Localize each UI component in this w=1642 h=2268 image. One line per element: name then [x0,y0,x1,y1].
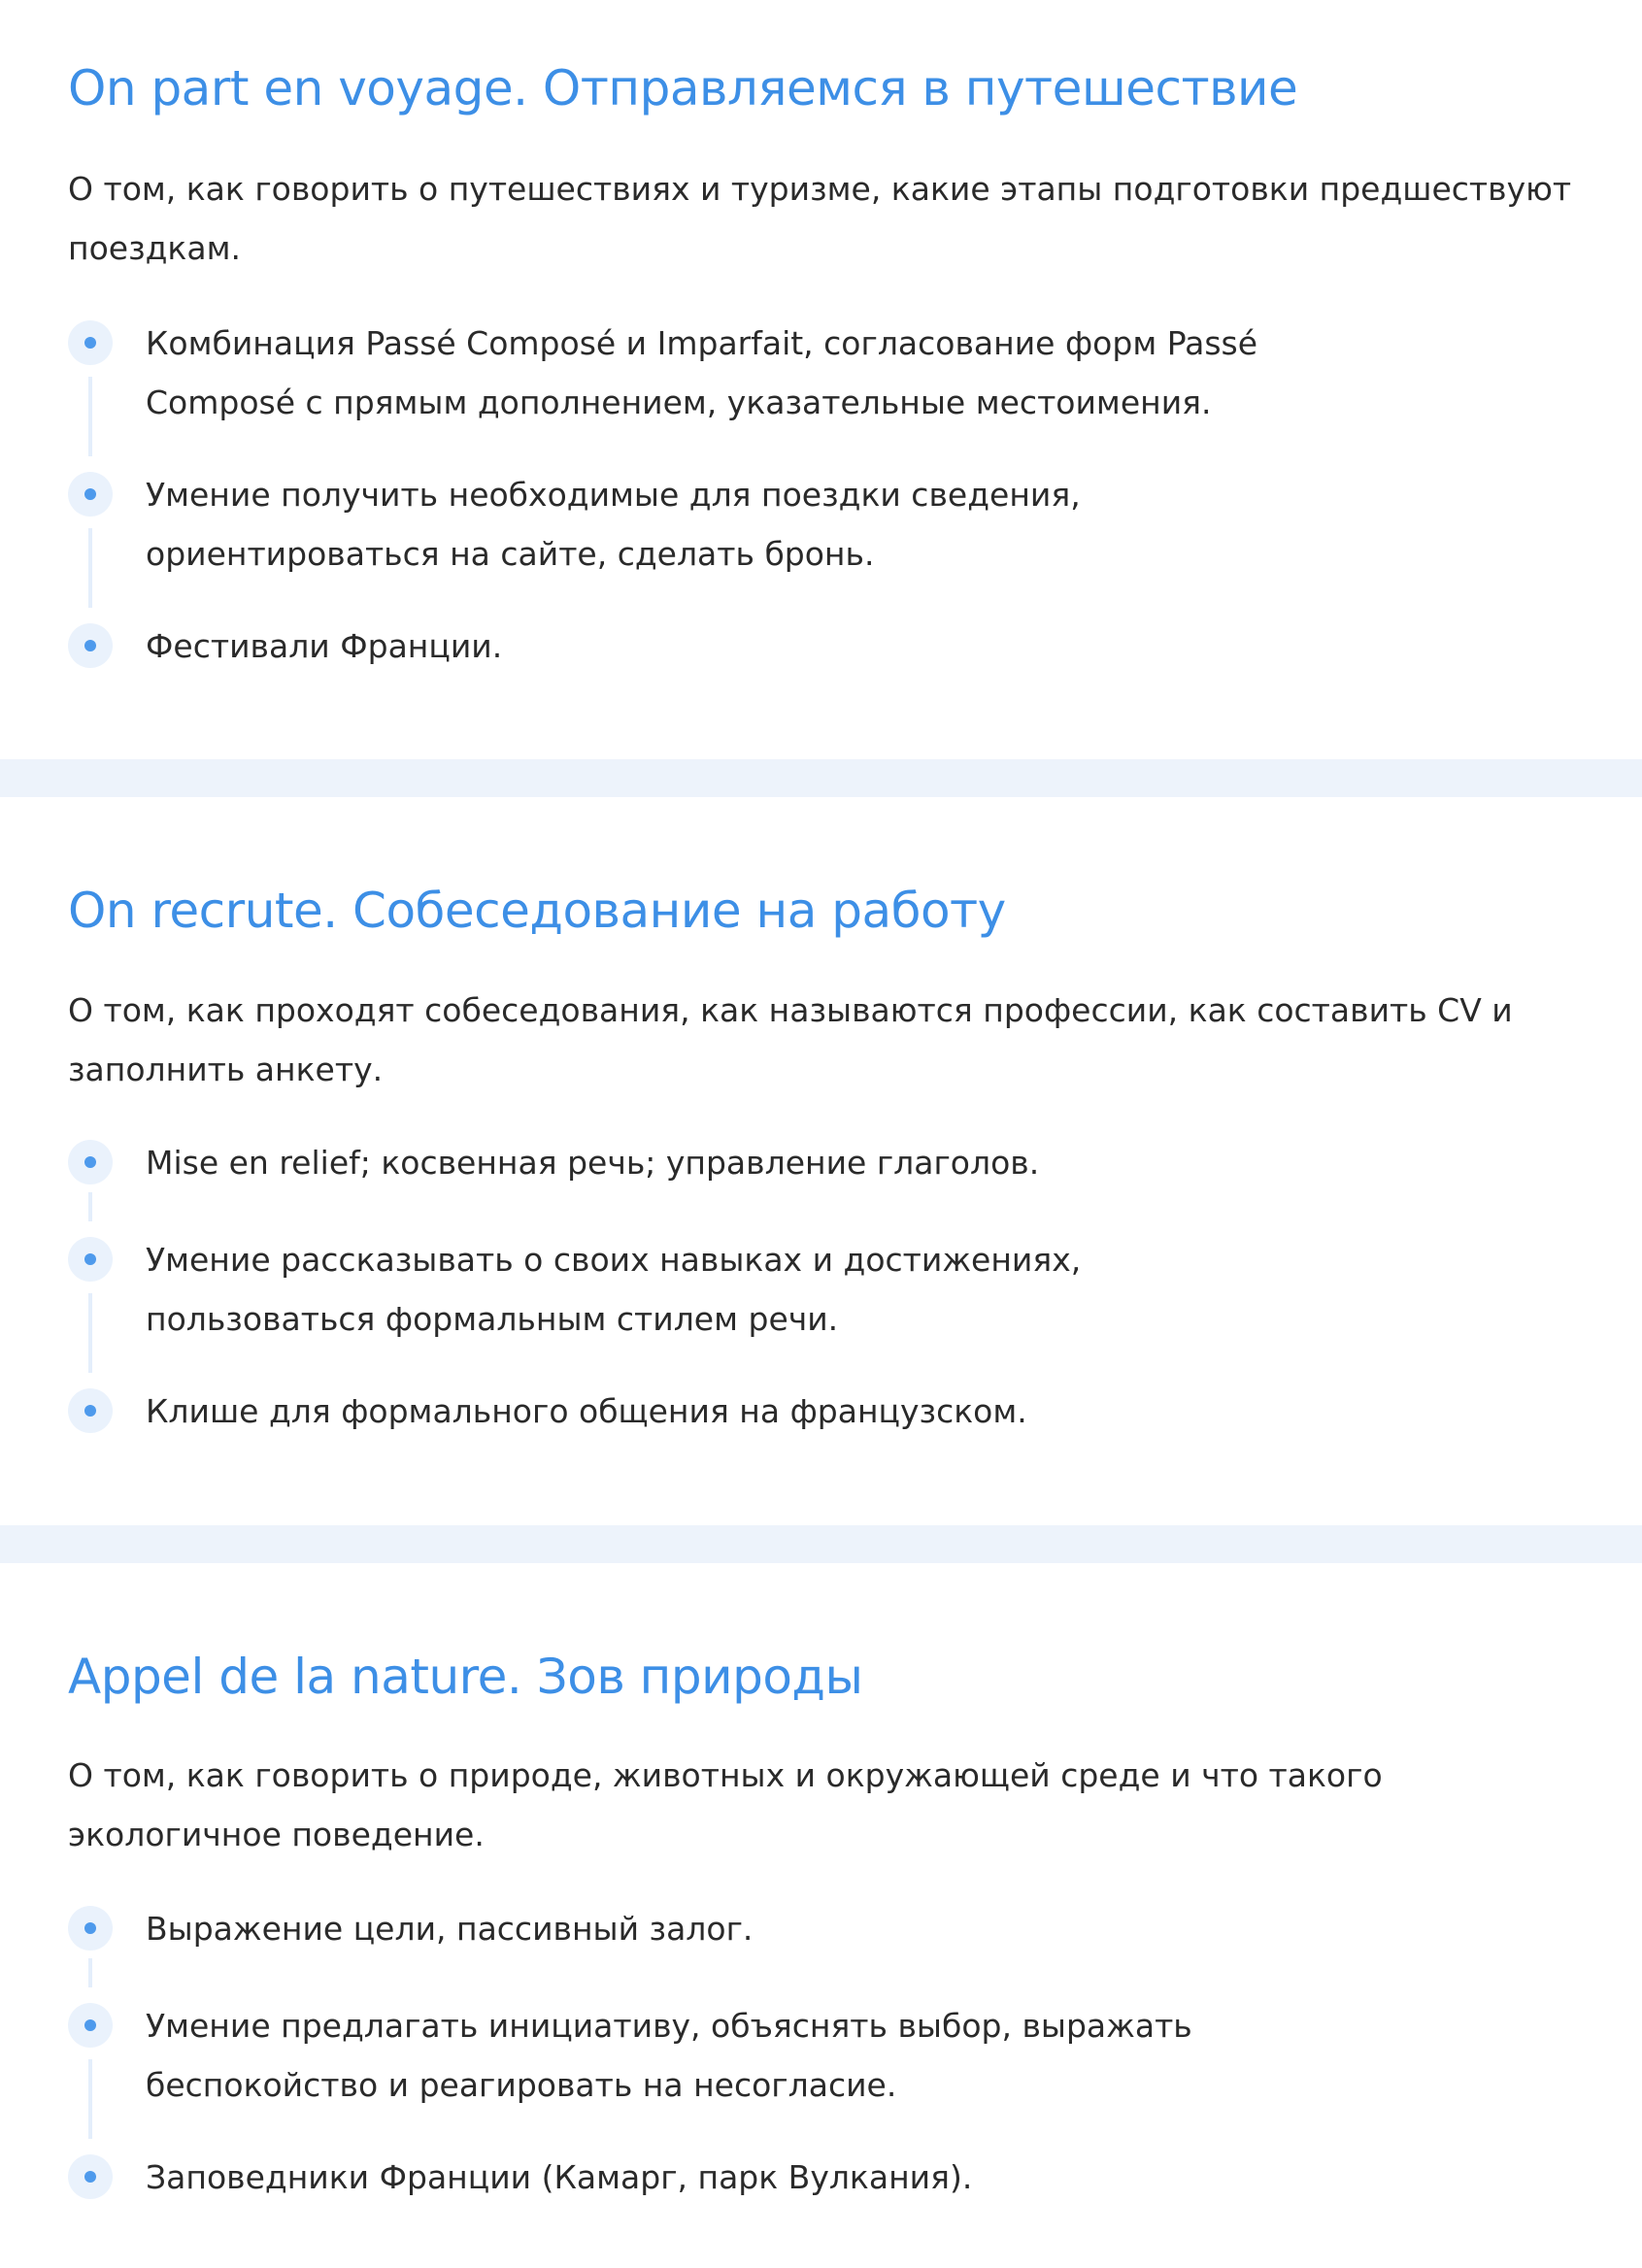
topic-line: пользоваться формальным стилем речи. [146,1300,839,1338]
topic-line: Умение предлагать инициативу, объяснять выбор, выражать [146,2007,1192,2045]
module-description [68,159,1583,278]
timeline-connector [88,2059,92,2139]
timeline-connector [88,1958,92,1987]
module-card-3 [0,1563,1642,2268]
bullet-dot-icon [68,2154,113,2199]
timeline-connector [88,377,92,456]
timeline-connector [88,1293,92,1373]
bullet-dot-icon [68,472,113,517]
module-card-1 [0,0,1642,757]
bullet-dot-icon [68,2003,113,2048]
topic-text [146,2148,1408,2207]
topic-text [146,314,1408,432]
topic-text [146,1133,1408,1192]
topic-line: беспокойство и реагировать на несогласие. [146,2066,897,2104]
module-title: Appel de la nature. Зов природы [68,1649,863,1705]
module-description [68,1746,1583,1864]
description-line: экологичное поведение. [68,1816,485,1853]
bullet-dot-icon [68,1140,113,1184]
module-title: On part en voyage. Отправляемся в путешествие [68,60,1298,117]
topic-line: Умение получить необходимые для поездки сведения, [146,476,1081,514]
description-line: поездкам. [68,229,241,267]
description-line: заполнить анкету. [68,1051,384,1088]
topic-text [146,1996,1408,2115]
bullet-dot-icon [68,1388,113,1433]
bullet-dot-icon [68,1237,113,1282]
topic-line: Composé с прямым дополнением, указательные местоимения. [146,384,1212,421]
bullet-dot-icon [68,320,113,365]
topic-text [146,617,1408,676]
description-line: О том, как проходят собеседования, как называются профессии, как составить CV и [68,991,1513,1029]
timeline-connector [88,1192,92,1221]
module-card-2 [0,797,1642,1525]
section-divider [0,1525,1642,1563]
topic-line: Умение рассказывать о своих навыках и достижениях, [146,1241,1082,1279]
topic-line: Фестивали Франции. [146,627,503,665]
topic-line: Комбинация Passé Composé и Imparfait, согласование форм Passé [146,324,1258,362]
topic-text [146,1382,1408,1441]
topic-line: ориентироваться на сайте, сделать бронь. [146,535,875,573]
module-title: On recrute. Собеседование на работу [68,883,1006,939]
description-line: О том, как говорить о путешествиях и туризме, какие этапы подготовки предшествуют [68,170,1572,208]
topic-line: Выражение цели, пассивный залог. [146,1910,754,1948]
timeline-connector [88,528,92,608]
bullet-dot-icon [68,623,113,668]
description-line: О том, как говорить о природе, животных и окружающей среде и что такого [68,1756,1383,1794]
topic-text [146,1230,1408,1349]
bullet-dot-icon [68,1906,113,1951]
topic-text [146,465,1408,584]
module-description [68,981,1583,1099]
topic-line: Заповедники Франции (Камарг, парк Вулкания). [146,2158,973,2196]
section-divider [0,759,1642,797]
topic-line: Mise en relief; косвенная речь; управление глаголов. [146,1144,1040,1182]
topic-line: Клише для формального общения на французском. [146,1392,1027,1430]
topic-text [146,1899,1408,1958]
